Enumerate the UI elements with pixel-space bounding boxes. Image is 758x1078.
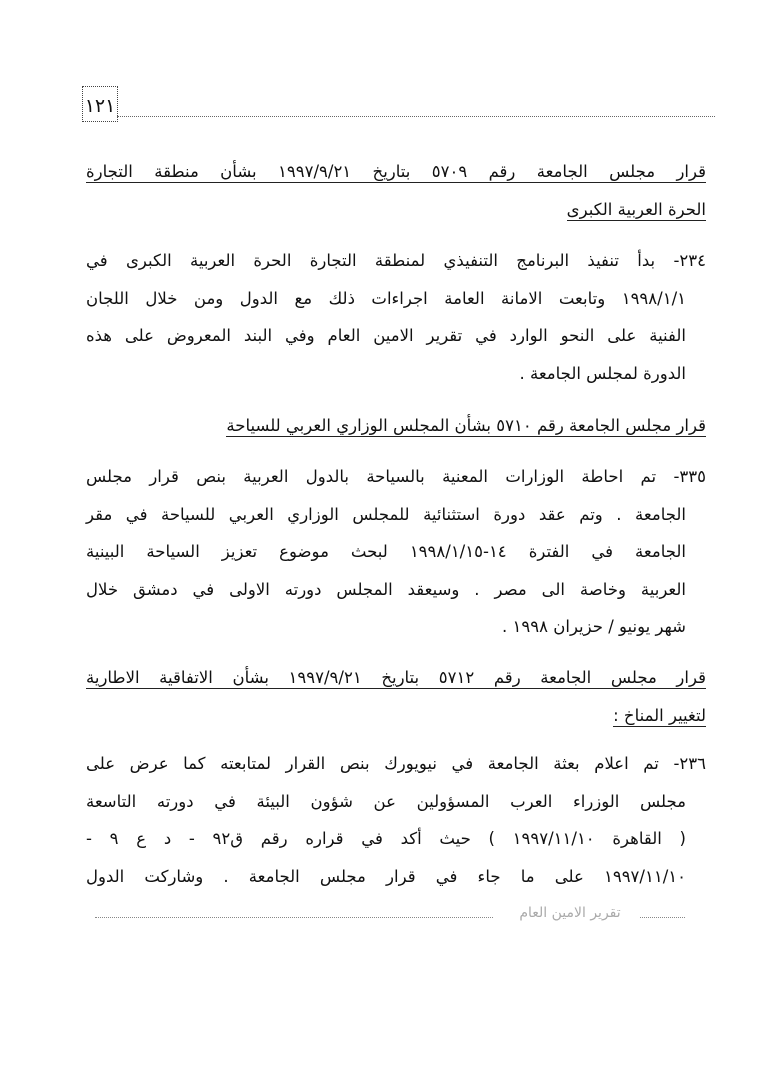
paragraph-line: مجلس الوزراء العرب المسؤولين عن شؤون البيئة في دورته التاسعة	[86, 792, 686, 811]
paragraph-line: ٣٣٥- تم احاطة الوزارات المعنية بالسياحة بالدول العربية بنص قرار مجلس	[86, 467, 706, 486]
section-heading	[86, 666, 706, 690]
page-number: ١٢١	[82, 86, 118, 122]
header-dotted-rule	[117, 116, 715, 117]
paragraph-line: الجامعة في الفترة ١٤-١٩٩٨/١/١٥ لبحث موضوع تعزيز السياحة البينية	[86, 542, 686, 561]
heading-line: الحرة العربية الكبرى	[566, 200, 706, 219]
heading-line: قرار مجلس الجامعة رقم ٥٧١٢ بتاريخ ١٩٩٧/٩/٢١ بشأن الاتفاقية الاطارية	[86, 668, 706, 687]
paragraph-line: العربية وخاصة الى مصر . وسيعقد المجلس دورته الاولى في دمشق خلال	[86, 580, 686, 599]
footer-dash	[640, 917, 685, 918]
footer-dotted-rule	[95, 917, 493, 918]
paragraph-line: الجامعة . وتم عقد دورة استثنائية للمجلس الوزاري العربي للسياحة في مقر	[86, 505, 686, 524]
footer-title: تقرير الامين العام	[519, 905, 621, 921]
heading-line: قرار مجلس الجامعة رقم ٥٧١٠ بشأن المجلس الوزاري العربي للسياحة	[226, 416, 706, 435]
section-heading	[86, 198, 706, 222]
section-heading	[86, 414, 706, 438]
paragraph-line: شهر يونيو / حزيران ١٩٩٨ .	[502, 617, 686, 636]
heading-line: لتغيير المناخ :	[613, 706, 706, 725]
section-heading	[86, 704, 706, 728]
section-heading	[86, 160, 706, 184]
paragraph-line: ١٩٩٨/١/١ وتابعت الامانة العامة اجراءات ذلك مع الدول ومن خلال اللجان	[86, 289, 686, 308]
paragraph-line: ( القاهرة ١٩٩٧/١١/١٠ ) حيث أكد في قراره رقم ق٩٢ - د ع ٩ -	[86, 829, 686, 848]
paragraph-line: الفنية على النحو الوارد في تقرير الامين العام وفي البند المعروض على هذه	[86, 326, 686, 345]
paragraph-line: ٢٣٤- بدأ تنفيذ البرنامج التنفيذي لمنطقة التجارة الحرة العربية الكبرى في	[86, 251, 706, 270]
heading-line: قرار مجلس الجامعة رقم ٥٧٠٩ بتاريخ ١٩٩٧/٩/٢١ بشأن منطقة التجارة	[86, 162, 706, 181]
paragraph-line: الدورة لمجلس الجامعة .	[519, 364, 686, 383]
paragraph-line: ١٩٩٧/١١/١٠ على ما جاء في قرار مجلس الجامعة . وشاركت الدول	[86, 867, 686, 886]
paragraph-line: ٢٣٦- تم اعلام بعثة الجامعة في نيويورك بنص القرار لمتابعته كما عرض على	[86, 754, 706, 773]
